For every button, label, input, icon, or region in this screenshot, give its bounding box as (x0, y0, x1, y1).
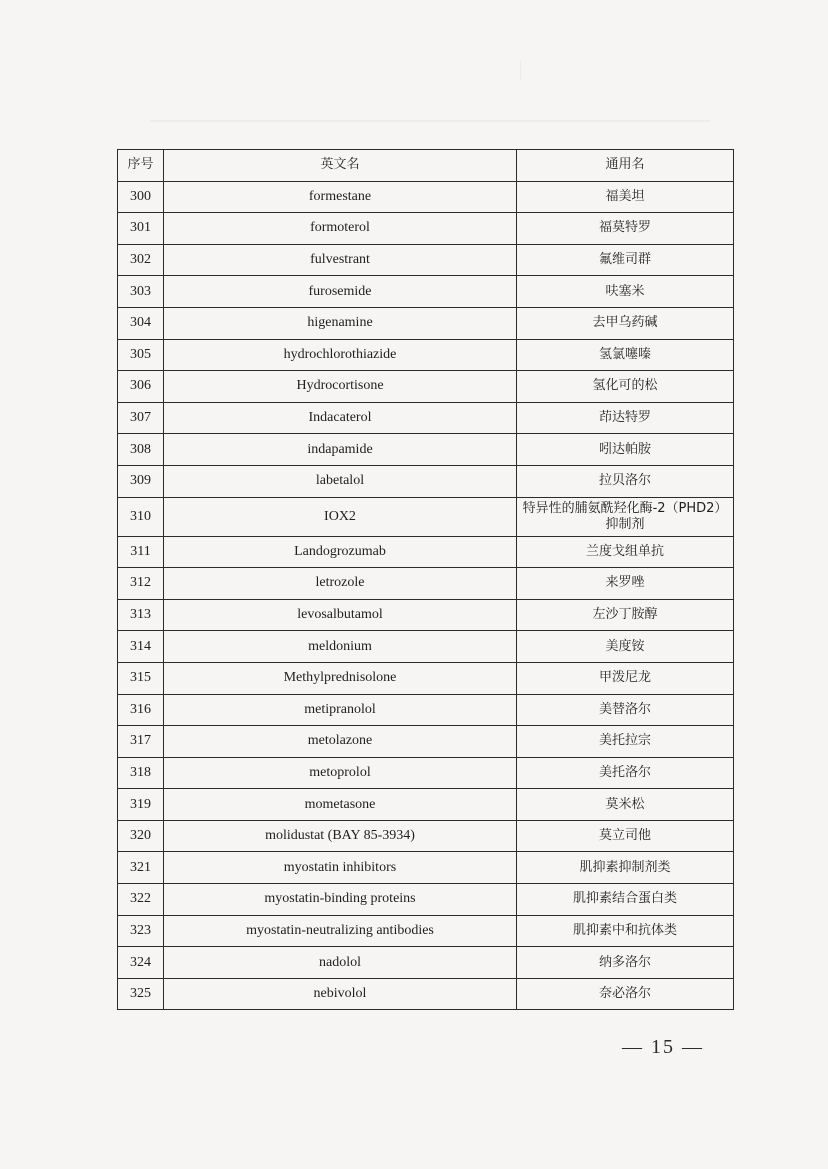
row-serial-number: 308 (118, 434, 164, 466)
row-english-name: myostatin inhibitors (164, 852, 517, 884)
row-english-name: Hydrocortisone (164, 371, 517, 403)
row-generic-name: 吲达帕胺 (517, 434, 734, 466)
table-row (118, 568, 734, 600)
table-row (118, 244, 734, 276)
row-serial-number: 304 (118, 307, 164, 339)
row-english-name: metolazone (164, 726, 517, 758)
row-generic-name: 美度铵 (517, 631, 734, 663)
row-generic-name: 福莫特罗 (517, 213, 734, 245)
table-row (118, 820, 734, 852)
row-generic-name: 特异性的脯氨酰羟化酶-2（PHD2）抑制剂 (517, 497, 734, 536)
row-english-name: furosemide (164, 276, 517, 308)
row-english-name: metipranolol (164, 694, 517, 726)
row-english-name: Landogrozumab (164, 536, 517, 568)
table-row (118, 497, 734, 536)
row-english-name: fulvestrant (164, 244, 517, 276)
row-generic-name: 莫立司他 (517, 820, 734, 852)
row-serial-number: 317 (118, 726, 164, 758)
row-serial-number: 302 (118, 244, 164, 276)
row-serial-number: 311 (118, 536, 164, 568)
table-row (118, 181, 734, 213)
row-english-name: letrozole (164, 568, 517, 600)
row-serial-number: 307 (118, 402, 164, 434)
row-generic-name: 美托拉宗 (517, 726, 734, 758)
row-serial-number: 303 (118, 276, 164, 308)
row-english-name: Methylprednisolone (164, 662, 517, 694)
row-serial-number: 321 (118, 852, 164, 884)
row-serial-number: 319 (118, 789, 164, 821)
row-serial-number: 305 (118, 339, 164, 371)
table-row (118, 339, 734, 371)
row-generic-name: 甲泼尼龙 (517, 662, 734, 694)
row-generic-name: 氢化可的松 (517, 371, 734, 403)
row-english-name: myostatin-binding proteins (164, 884, 517, 916)
row-serial-number: 309 (118, 465, 164, 497)
table-row (118, 536, 734, 568)
row-generic-name: 美托洛尔 (517, 757, 734, 789)
scan-artifact (520, 60, 521, 80)
row-generic-name: 去甲乌药碱 (517, 307, 734, 339)
row-generic-name: 氢氯噻嗪 (517, 339, 734, 371)
prohibited-substances-table (117, 149, 734, 1010)
row-serial-number: 316 (118, 694, 164, 726)
table-row (118, 276, 734, 308)
row-generic-name: 兰度戈组单抗 (517, 536, 734, 568)
row-english-name: mometasone (164, 789, 517, 821)
table-row (118, 789, 734, 821)
page-number: — 15 — (622, 1036, 704, 1058)
row-generic-name: 美替洛尔 (517, 694, 734, 726)
row-english-name: indapamide (164, 434, 517, 466)
scan-artifact (150, 120, 710, 122)
row-english-name: levosalbutamol (164, 599, 517, 631)
row-english-name: hydrochlorothiazide (164, 339, 517, 371)
row-english-name: meldonium (164, 631, 517, 663)
row-english-name: IOX2 (164, 497, 517, 536)
row-serial-number: 324 (118, 947, 164, 979)
header-english-name: 英文名 (164, 150, 517, 182)
table-header-row (118, 150, 734, 182)
row-generic-name: 肌抑素结合蛋白类 (517, 884, 734, 916)
row-generic-name: 福美坦 (517, 181, 734, 213)
row-serial-number: 315 (118, 662, 164, 694)
row-serial-number: 313 (118, 599, 164, 631)
row-english-name: nebivolol (164, 978, 517, 1010)
row-generic-name: 奈必洛尔 (517, 978, 734, 1010)
row-generic-name: 肌抑素中和抗体类 (517, 915, 734, 947)
row-generic-name: 纳多洛尔 (517, 947, 734, 979)
row-generic-name: 肌抑素抑制剂类 (517, 852, 734, 884)
row-generic-name: 来罗唑 (517, 568, 734, 600)
row-serial-number: 325 (118, 978, 164, 1010)
table-row (118, 978, 734, 1010)
table-row (118, 465, 734, 497)
table-row (118, 213, 734, 245)
row-serial-number: 320 (118, 820, 164, 852)
table-row (118, 694, 734, 726)
row-english-name: myostatin-neutralizing antibodies (164, 915, 517, 947)
row-english-name: formoterol (164, 213, 517, 245)
table-row (118, 757, 734, 789)
row-serial-number: 312 (118, 568, 164, 600)
table-row (118, 631, 734, 663)
table-row (118, 915, 734, 947)
row-english-name: Indacaterol (164, 402, 517, 434)
table-row (118, 662, 734, 694)
table-row (118, 371, 734, 403)
row-english-name: formestane (164, 181, 517, 213)
row-generic-name: 呋塞米 (517, 276, 734, 308)
table-row (118, 852, 734, 884)
row-generic-name: 莫米松 (517, 789, 734, 821)
table-row (118, 402, 734, 434)
table-row (118, 947, 734, 979)
row-serial-number: 322 (118, 884, 164, 916)
table-row (118, 434, 734, 466)
table-row (118, 726, 734, 758)
row-serial-number: 318 (118, 757, 164, 789)
header-generic-name: 通用名 (517, 150, 734, 182)
row-english-name: higenamine (164, 307, 517, 339)
header-serial-number: 序号 (118, 150, 164, 182)
row-english-name: metoprolol (164, 757, 517, 789)
row-english-name: molidustat (BAY 85-3934) (164, 820, 517, 852)
row-generic-name: 氟维司群 (517, 244, 734, 276)
row-serial-number: 314 (118, 631, 164, 663)
row-serial-number: 306 (118, 371, 164, 403)
row-generic-name: 拉贝洛尔 (517, 465, 734, 497)
row-serial-number: 323 (118, 915, 164, 947)
row-english-name: labetalol (164, 465, 517, 497)
table-body (118, 181, 734, 1010)
row-generic-name: 左沙丁胺醇 (517, 599, 734, 631)
table-row (118, 599, 734, 631)
row-serial-number: 301 (118, 213, 164, 245)
row-generic-name: 茚达特罗 (517, 402, 734, 434)
row-english-name: nadolol (164, 947, 517, 979)
row-serial-number: 300 (118, 181, 164, 213)
table-row (118, 884, 734, 916)
table-row (118, 307, 734, 339)
row-serial-number: 310 (118, 497, 164, 536)
